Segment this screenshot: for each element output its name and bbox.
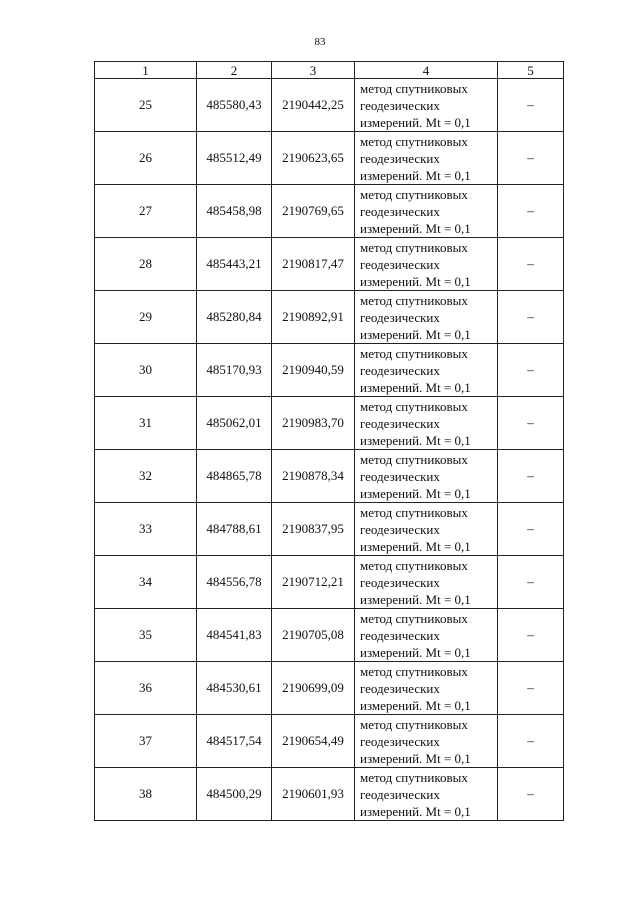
method-description [355, 503, 498, 556]
method-line-1: метод спутниковых [360, 133, 468, 149]
column-header-1: 1 [95, 62, 197, 79]
method-line-2: геодезических [360, 256, 440, 272]
method-line-2: геодезических [360, 786, 440, 802]
method-line-3: измерений. Mt = 0,1 [360, 538, 471, 554]
table-row [95, 79, 564, 132]
point-number: 36 [95, 662, 197, 715]
coordinate-x: 485443,21 [197, 238, 272, 291]
coordinate-x: 484541,83 [197, 609, 272, 662]
method-line-3: измерений. Mt = 0,1 [360, 803, 471, 819]
method-line-1: метод спутниковых [360, 451, 468, 467]
table-row [95, 556, 564, 609]
method-description [355, 238, 498, 291]
column-header-4: 4 [355, 62, 498, 79]
point-number: 30 [95, 344, 197, 397]
method-line-3: измерений. Mt = 0,1 [360, 750, 471, 766]
column-5-value: – [498, 238, 564, 291]
method-line-3: измерений. Mt = 0,1 [360, 273, 471, 289]
method-line-3: измерений. Mt = 0,1 [360, 326, 471, 342]
column-5-value: – [498, 132, 564, 185]
table-row [95, 503, 564, 556]
method-line-3: измерений. Mt = 0,1 [360, 379, 471, 395]
method-line-2: геодезических [360, 733, 440, 749]
column-header-5: 5 [498, 62, 564, 79]
method-description [355, 609, 498, 662]
method-line-1: метод спутниковых [360, 398, 468, 414]
table-row [95, 238, 564, 291]
column-5-value: – [498, 609, 564, 662]
method-line-2: геодезических [360, 97, 440, 113]
point-number: 34 [95, 556, 197, 609]
coordinate-y: 2190769,65 [272, 185, 355, 238]
coordinate-y: 2190837,95 [272, 503, 355, 556]
method-line-2: геодезических [360, 627, 440, 643]
coordinate-y: 2190442,25 [272, 79, 355, 132]
method-description [355, 768, 498, 821]
point-number: 32 [95, 450, 197, 503]
coordinate-x: 485458,98 [197, 185, 272, 238]
table-row [95, 662, 564, 715]
column-5-value: – [498, 450, 564, 503]
method-line-1: метод спутниковых [360, 186, 468, 202]
coordinate-y: 2190623,65 [272, 132, 355, 185]
column-5-value: – [498, 662, 564, 715]
coordinate-y: 2190699,09 [272, 662, 355, 715]
method-description [355, 397, 498, 450]
coordinate-x: 484865,78 [197, 450, 272, 503]
point-number: 26 [95, 132, 197, 185]
coordinate-y: 2190705,08 [272, 609, 355, 662]
table-row [95, 344, 564, 397]
column-5-value: – [498, 397, 564, 450]
coordinate-y: 2190892,91 [272, 291, 355, 344]
table-row [95, 768, 564, 821]
column-header-3: 3 [272, 62, 355, 79]
column-5-value: – [498, 79, 564, 132]
method-description [355, 132, 498, 185]
coordinate-y: 2190601,93 [272, 768, 355, 821]
coordinate-x: 485580,43 [197, 79, 272, 132]
point-number: 37 [95, 715, 197, 768]
method-description [355, 185, 498, 238]
column-5-value: – [498, 291, 564, 344]
method-line-1: метод спутниковых [360, 716, 468, 732]
column-5-value: – [498, 185, 564, 238]
table-row [95, 450, 564, 503]
point-number: 35 [95, 609, 197, 662]
method-description [355, 662, 498, 715]
table-body [95, 79, 564, 821]
table-row [95, 291, 564, 344]
point-number: 25 [95, 79, 197, 132]
column-header-2: 2 [197, 62, 272, 79]
coordinate-x: 485170,93 [197, 344, 272, 397]
column-5-value: – [498, 344, 564, 397]
method-description [355, 291, 498, 344]
table-row [95, 715, 564, 768]
coordinate-y: 2190817,47 [272, 238, 355, 291]
method-line-1: метод спутниковых [360, 80, 468, 96]
method-description [355, 556, 498, 609]
method-line-3: измерений. Mt = 0,1 [360, 432, 471, 448]
method-line-3: измерений. Mt = 0,1 [360, 114, 471, 130]
method-line-2: геодезических [360, 309, 440, 325]
coordinate-x: 484788,61 [197, 503, 272, 556]
column-5-value: – [498, 556, 564, 609]
table-row [95, 397, 564, 450]
method-line-2: геодезических [360, 362, 440, 378]
column-5-value: – [498, 503, 564, 556]
method-line-2: геодезических [360, 521, 440, 537]
coordinate-x: 485280,84 [197, 291, 272, 344]
point-number: 27 [95, 185, 197, 238]
coordinate-y: 2190712,21 [272, 556, 355, 609]
method-description [355, 344, 498, 397]
method-line-1: метод спутниковых [360, 663, 468, 679]
coordinate-y: 2190940,59 [272, 344, 355, 397]
method-line-1: метод спутниковых [360, 504, 468, 520]
coordinate-x: 485512,49 [197, 132, 272, 185]
table-row [95, 609, 564, 662]
point-number: 28 [95, 238, 197, 291]
coordinate-y: 2190654,49 [272, 715, 355, 768]
coordinates-table [94, 61, 564, 821]
method-line-1: метод спутниковых [360, 345, 468, 361]
point-number: 38 [95, 768, 197, 821]
point-number: 33 [95, 503, 197, 556]
column-5-value: – [498, 715, 564, 768]
method-line-1: метод спутниковых [360, 769, 468, 785]
method-line-2: геодезических [360, 150, 440, 166]
method-description [355, 450, 498, 503]
method-line-2: геодезических [360, 203, 440, 219]
method-line-3: измерений. Mt = 0,1 [360, 220, 471, 236]
table-row [95, 185, 564, 238]
table-row [95, 132, 564, 185]
method-line-3: измерений. Mt = 0,1 [360, 485, 471, 501]
column-5-value: – [498, 768, 564, 821]
method-description [355, 79, 498, 132]
method-line-3: измерений. Mt = 0,1 [360, 644, 471, 660]
method-line-1: метод спутниковых [360, 557, 468, 573]
coordinate-x: 484517,54 [197, 715, 272, 768]
method-line-2: геодезических [360, 680, 440, 696]
coordinate-y: 2190878,34 [272, 450, 355, 503]
coordinate-y: 2190983,70 [272, 397, 355, 450]
method-line-3: измерений. Mt = 0,1 [360, 167, 471, 183]
point-number: 31 [95, 397, 197, 450]
method-line-1: метод спутниковых [360, 239, 468, 255]
method-line-3: измерений. Mt = 0,1 [360, 591, 471, 607]
method-line-2: геодезических [360, 574, 440, 590]
coordinate-x: 484530,61 [197, 662, 272, 715]
coordinate-x: 484500,29 [197, 768, 272, 821]
coordinate-x: 484556,78 [197, 556, 272, 609]
method-line-1: метод спутниковых [360, 292, 468, 308]
point-number: 29 [95, 291, 197, 344]
method-line-1: метод спутниковых [360, 610, 468, 626]
method-description [355, 715, 498, 768]
method-line-3: измерений. Mt = 0,1 [360, 697, 471, 713]
method-line-2: геодезических [360, 415, 440, 431]
table-header-row [95, 62, 564, 79]
coordinate-x: 485062,01 [197, 397, 272, 450]
page-number: 83 [314, 36, 326, 48]
method-line-2: геодезических [360, 468, 440, 484]
